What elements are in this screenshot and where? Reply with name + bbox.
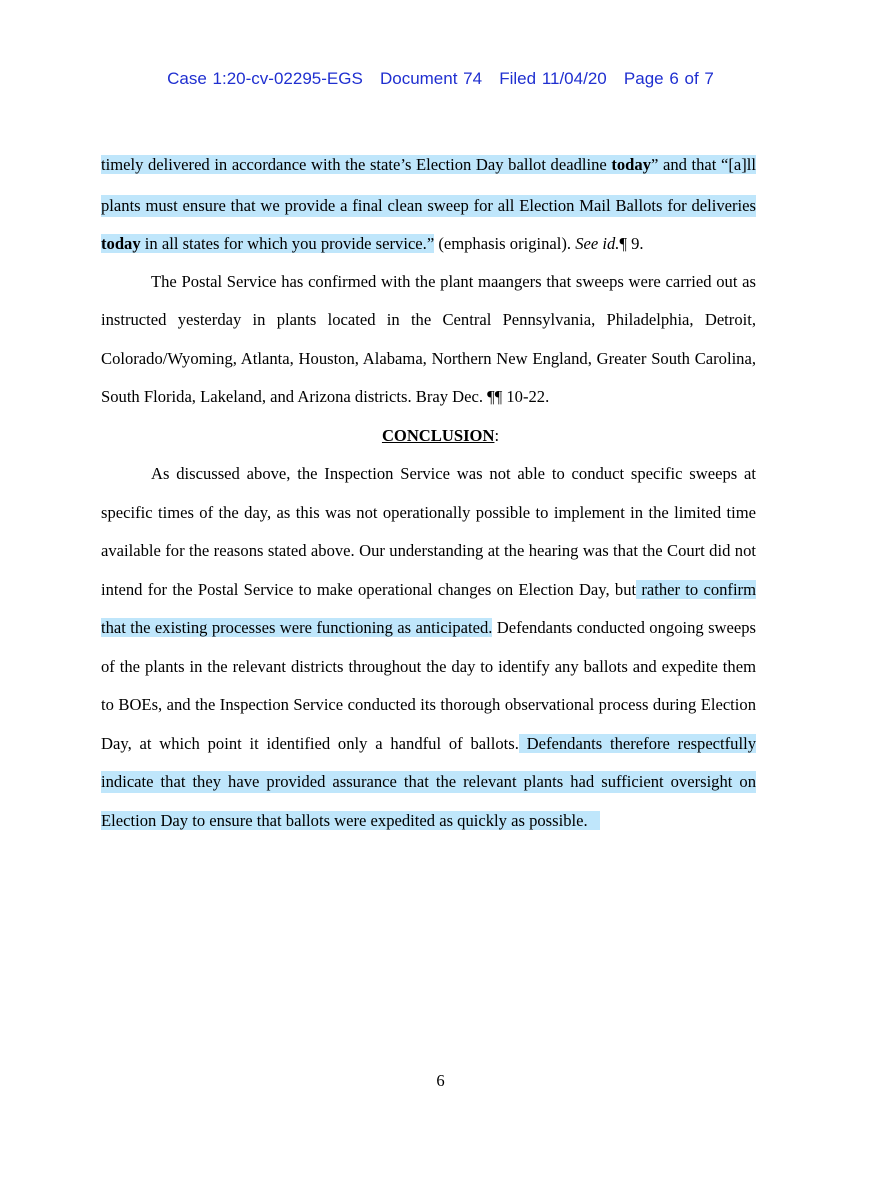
para3-line5: that the existing processes were functioning as anticipated. Defendants conducted ongoing sweeps [101, 618, 756, 637]
page-number: 6 [436, 1071, 445, 1090]
para3-line3: available for the reasons stated above. Our understanding at the hearing was that the Court did not [101, 541, 756, 560]
para3-line10 [101, 810, 756, 832]
para3-line8: Day, at which point it identified only a handful of ballots. Defendants therefore respectfully [101, 734, 756, 753]
para3-line7: to BOEs, and the Inspection Service conducted its thorough observational process during Election [101, 695, 756, 714]
highlight: today in all states for which you provide service.” [101, 234, 435, 253]
highlight: rather to confirm [636, 580, 756, 599]
para2-line1: The Postal Service has confirmed with the plant maangers that sweeps were carried out as [151, 272, 756, 291]
para1-line3: today in all states for which you provide service.” (emphasis original). See id.¶ 9. [101, 234, 644, 253]
para2-line4: South Florida, Lakeland, and Arizona districts. Bray Dec. ¶¶ 10-22. [101, 387, 550, 406]
para3-line1: As discussed above, the Inspection Service was not able to conduct specific sweeps at [151, 464, 756, 483]
para1-line1 [101, 154, 756, 176]
highlight: that the existing processes were functioning as anticipated. [101, 618, 493, 637]
para2-line2: instructed yesterday in plants located in the Central Pennsylvania, Philadelphia, Detroit, [101, 310, 756, 329]
highlight: timely delivered in accordance with the state’s Election Day ballot deadline today” and that “[a]ll [101, 155, 757, 174]
para3-line2: specific times of the day, as this was not operationally possible to implement in the limited time [101, 503, 756, 522]
para3-line6: of the plants in the relevant districts throughout the day to identify any ballots and expedite them [101, 657, 756, 676]
highlight: Election Day to ensure that ballots were expedited as quickly as possible. [101, 811, 601, 830]
para2-line3: Colorado/Wyoming, Atlanta, Houston, Alabama, Northern New England, Greater South Carolina, [101, 349, 756, 368]
section-heading: CONCLUSION: [381, 426, 500, 445]
highlight: Defendants therefore respectfully [518, 734, 756, 753]
para3-line9: indicate that they have provided assurance that the relevant plants had sufficient oversight on [101, 772, 756, 791]
para3-line4: intend for the Postal Service to make operational changes on Election Day, but rather to confirm [101, 580, 756, 599]
case-header: Case 1:20-cv-02295-EGS Document 74 Filed 11/04/20 Page 6 of 7 [167, 69, 714, 88]
para1-line2: plants must ensure that we provide a final clean sweep for all Election Mail Ballots for deliveries [101, 196, 756, 215]
